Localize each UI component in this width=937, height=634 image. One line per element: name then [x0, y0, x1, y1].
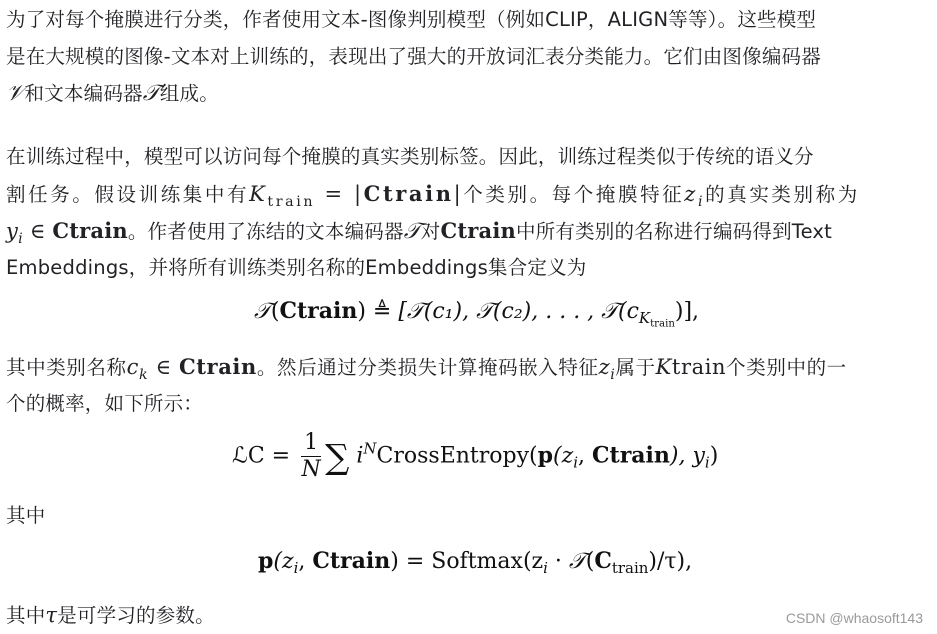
paragraph-1-line-2: 是在大规模的图像-文本对上训练的，表现出了强大的开放词汇表分类能力。它们由图像编码器 — [6, 45, 821, 68]
equation-text-embeddings: 𝒯(Ctrain) ≜ [𝒯(c₁), 𝒯(c₂), . . . , $𝒯(c_{K_{train}})$], — [254, 298, 700, 330]
math-y-i: $y_i$ — [6, 219, 23, 247]
paragraph-1-line-3: 𝒱和文本编码器𝒯组成。 — [6, 81, 219, 106]
equation-softmax: $p(z_i$, Ctrain) = $Softmax(z_i$ · $𝒯(C_{train})/\tau$), — [258, 548, 693, 578]
math-z-i: $z_i$ — [684, 182, 706, 210]
math-k-train: $K_{train}$ — [249, 182, 316, 210]
math-tau: τ — [45, 603, 58, 627]
paragraph-3-line-2: 个的概率，如下所示： — [6, 392, 204, 415]
paragraph-2-line-4: Embeddings，并将所有训练类别名称的Embeddings集合定义为 — [6, 256, 587, 279]
paragraph-4: 其中 — [6, 504, 46, 527]
math-text-encoder: 𝒯 — [142, 81, 160, 106]
equation-classification-loss: ℒC = $\frac{1}{N}$ ∑ $i^NCrossEntropy(p(z_i$, Ctrain), $y_i$) — [232, 430, 719, 482]
paragraph-5: 其中τ是可学习的参数。 — [6, 603, 215, 627]
paragraph-3-line-1: 其中类别名称$c_k$ ∈ Ctrain。然后通过分类损失计算掩码嵌入特征$z_i$属于Ktrain个类别中的一 — [6, 354, 847, 383]
paragraph-2-line-2: 割任务。假设训练集中有$K_{train}$ = |Ctrain|个类别。每个掩膜特征$z_i$的真实类别称为 — [6, 181, 860, 210]
paragraph-2-line-3: $y_i$ ∈ Ctrain。作者使用了冻结的文本编码器𝒯对Ctrain中所有类别的名称进行编码得到Text — [6, 218, 833, 247]
paragraph-1-line-1: 为了对每个掩膜进行分类，作者使用文本-图像判别模型（例如CLIP，ALIGN等等）。这些模型 — [6, 8, 817, 31]
math-image-encoder: 𝒱 — [6, 81, 25, 106]
watermark: CSDN @whaosoft143 — [785, 610, 923, 626]
paragraph-2-line-1: 在训练过程中，模型可以访问每个掩膜的真实类别标签。因此，训练过程类似于传统的语义分 — [6, 145, 814, 168]
